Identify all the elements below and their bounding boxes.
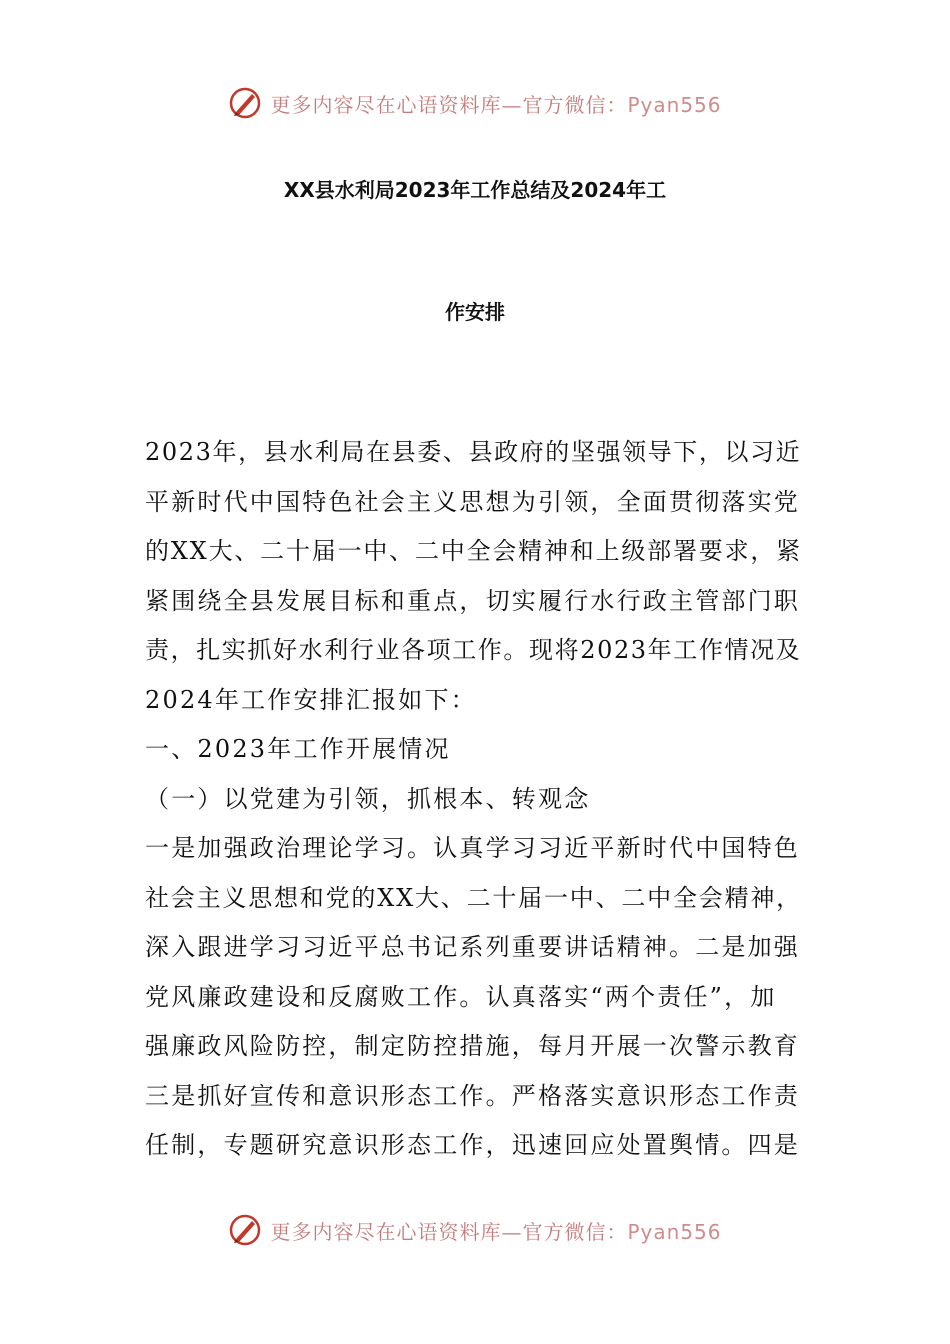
body-line: 的XX大、二十届一中、二中全会精神和上级部署要求，紧 [145, 537, 802, 565]
pen-logo-icon [228, 86, 262, 120]
body-line: 三是抓好宣传和意识形态工作。严格落实意识形态工作责 [145, 1081, 800, 1110]
body-line: 深入跟进学习习近平总书记系列重要讲话精神。二是加强 [145, 933, 800, 961]
watermark-text: 更多内容尽在心语资料库—官方微信：Pyan556 [270, 1219, 722, 1244]
section-heading: 一、2023年工作开展情况 [145, 735, 451, 763]
watermark-wechat-id: Pyan556 [627, 1219, 722, 1244]
document-title-line-2: 作安排 [445, 300, 505, 324]
subsection-heading: （一）以党建为引领，抓根本、转观念 [145, 784, 591, 813]
body-line: 责，扎实抓好水利行业各项工作。现将2023年工作情况及 [145, 636, 802, 664]
watermark-wechat-id: Pyan556 [627, 92, 722, 117]
body-line: 平新时代中国特色社会主义思想为引领，全面贯彻落实党 [145, 487, 800, 516]
body-line: 任制，专题研究意识形态工作，迅速回应处置舆情。四是 [145, 1131, 800, 1159]
watermark-text: 更多内容尽在心语资料库—官方微信：Pyan556 [270, 92, 722, 117]
body-line: 一是加强政治理论学习。认真学习习近平新时代中国特色 [145, 834, 800, 862]
document-body [145, 428, 805, 1171]
header-watermark [0, 83, 950, 123]
body-line: 2024年工作安排汇报如下： [145, 685, 477, 714]
body-line: 紧围绕全县发展目标和重点，切实履行水行政主管部门职 [145, 586, 800, 615]
body-line: 强廉政风险防控，制定防控措施，每月开展一次警示教育 [145, 1032, 800, 1060]
body-line: 党风廉政建设和反腐败工作。认真落实“两个责任”，加 [145, 982, 777, 1011]
footer-watermark [0, 1210, 950, 1250]
body-line: 2023年，县水利局在县委、县政府的坚强领导下，以习近 [145, 438, 802, 466]
pen-logo-icon [228, 1213, 262, 1247]
body-line: 社会主义思想和党的XX大、二十届一中、二中全会精神， [145, 883, 802, 912]
document-title-line-1: XX县水利局2023年工作总结及2024年工 [283, 178, 667, 202]
